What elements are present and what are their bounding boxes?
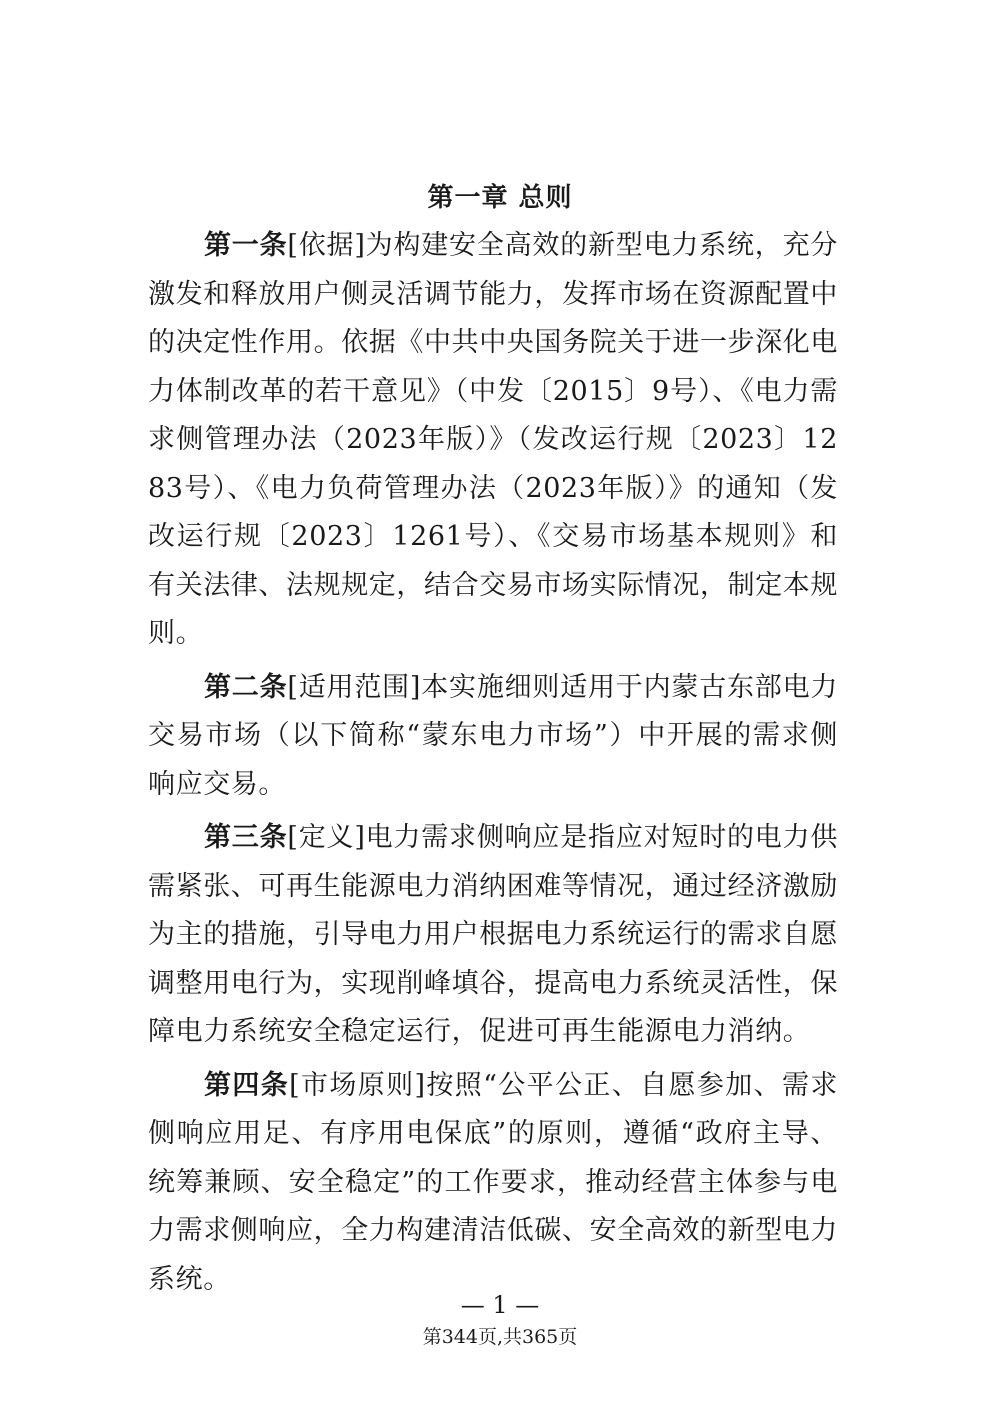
article-number: 第四条: [204, 1069, 290, 1101]
article-1: [148, 222, 838, 659]
article-text: [依据]为构建安全高效的新型电力系统，充分激发和释放用户侧灵活调节能力，发挥市场在资源配置中的决定性作用。依据《中共中央国务院关于进一步深化电力体制改革的若干意见》（中发〔2015〕9号）、《电力需求侧管理办法（2023年版）》（发改运行规〔2023〕1283号）、《电力负荷管理办法（2023年版）》的通知（发改运行规〔2023〕1261号）、《交易市场基本规则》和有关法律、法规规定，结合交易市场实际情况，制定本规则。: [148, 230, 838, 649]
article-number: 第一条: [204, 230, 288, 261]
article-number: 第二条: [204, 671, 288, 703]
article-4: [148, 1062, 838, 1305]
article-text: [市场原则]按照“公平公正、自愿参加、需求侧响应用足、有序用电保底”的原则，遵循“政府主导、统筹兼顾、安全稳定”的工作要求，推动经营主体参与电力需求侧响应，全力构建清洁低碳、安全高效的新型电力系统。: [148, 1069, 838, 1295]
article-2: [148, 664, 838, 810]
article-text: [定义]电力需求侧响应是指应对短时的电力供需紧张、可再生能源电力消纳困难等情况，通过经济激励为主的措施，引导电力用户根据电力系统运行的需求自愿调整用电行为，实现削峰填谷，提高电力系统灵活性，保障电力系统安全稳定运行，促进可再生能源电力消纳。: [148, 822, 838, 1047]
article-number: 第三条: [204, 822, 288, 853]
article-3: [148, 814, 838, 1057]
chapter-title: 第一章 总则: [427, 183, 573, 213]
page-count-footer: 第344页,共365页: [422, 1326, 578, 1348]
document-body: [148, 222, 838, 1309]
page-number: — 1 —: [460, 1291, 540, 1319]
article-text: [适用范围]本实施细则适用于内蒙古东部电力交易市场（以下简称“蒙东电力市场”）中开展的需求侧响应交易。: [148, 671, 838, 800]
